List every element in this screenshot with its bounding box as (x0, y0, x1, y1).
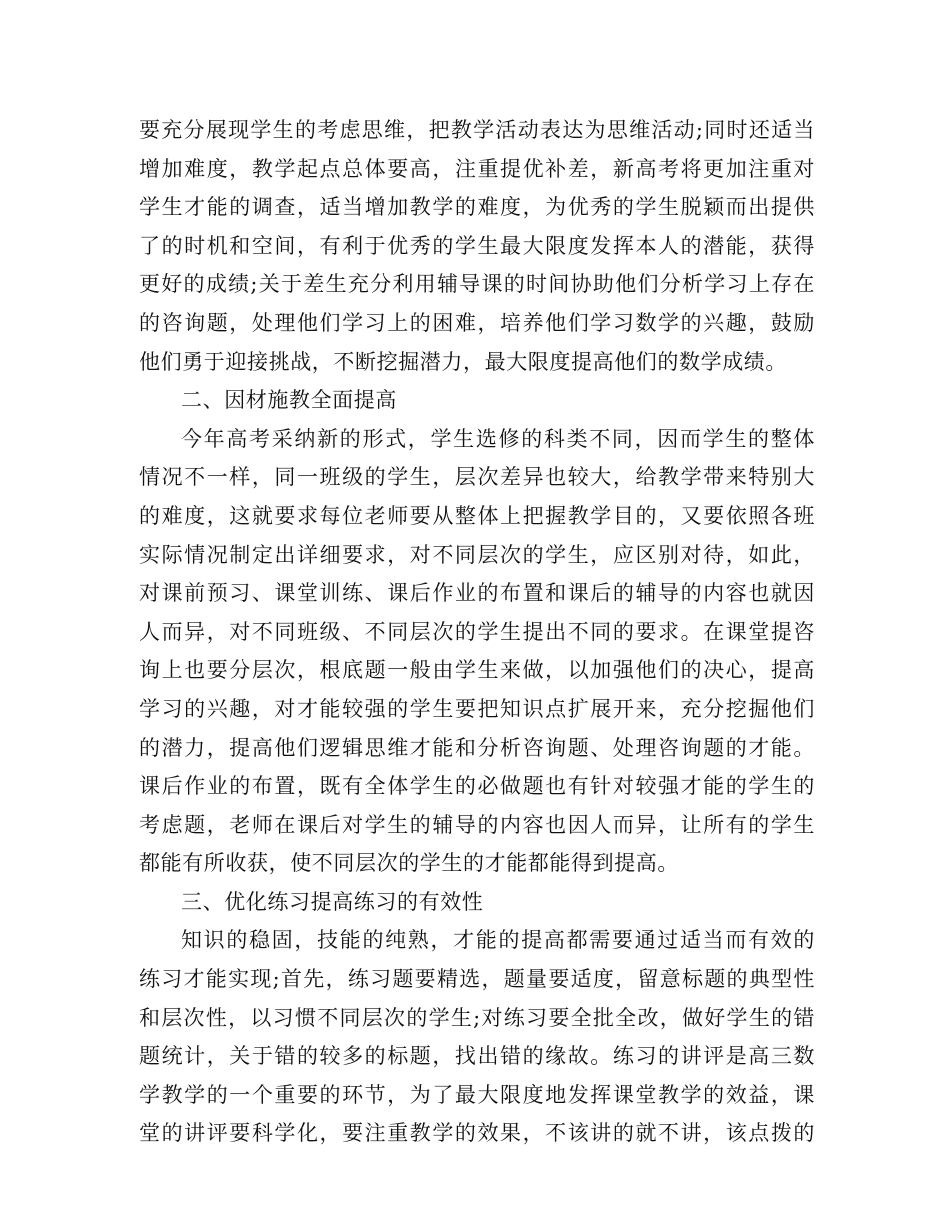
paragraph-1 (139, 111, 815, 381)
text-line: 询上也要分层次，根底题一般由学生来做，以加强他们的决心，提高 (139, 658, 815, 683)
text-line: 学教学的一个重要的环节，为了最大限度地发挥课堂教学的效益，课 (139, 1082, 815, 1107)
paragraph-3 (139, 921, 815, 1153)
text-line: 更好的成绩;关于差生充分利用辅导课的时间协助他们分析学习上存在 (139, 272, 815, 297)
text-line: 练习才能实现;首先，练习题要精选，题量要适度，留意标题的典型性 (139, 967, 815, 992)
text-line: 课后作业的布置，既有全体学生的必做题也有针对较强才能的学生的 (139, 774, 815, 799)
text-line: 考虑题，老师在课后对学生的辅导的内容也因人而异，让所有的学生 (139, 812, 815, 837)
text-line: 题统计，关于错的较多的标题，找出错的缘故。练习的讲评是高三数 (139, 1044, 815, 1069)
text-line: 的难度，这就要求每位老师要从整体上把握教学目的，又要依照各班 (139, 503, 815, 528)
text-line: 今年高考采纳新的形式，学生选修的科类不同，因而学生的整体 (181, 426, 815, 451)
section-heading: 三、优化练习提高练习的有效性 (181, 889, 484, 914)
text-line: 增加难度，教学起点总体要高，注重提优补差，新高考将更加注重对 (139, 156, 815, 181)
text-line: 学习的兴趣，对才能较强的学生要把知识点扩展开来，充分挖掘他们 (139, 696, 815, 721)
text-line: 都能有所收获，使不同层次的学生的才能都能得到提高。 (139, 851, 679, 876)
text-line: 和层次性，以习惯不同层次的学生;对练习要全批全改，做好学生的错 (139, 1005, 815, 1030)
text-line: 他们勇于迎接挑战，不断挖掘潜力，最大限度提高他们的数学成绩。 (139, 349, 787, 374)
text-line: 要充分展现学生的考虑思维，把教学活动表达为思维活动;同时还适当 (139, 118, 815, 142)
text-line: 实际情况制定出详细要求，对不同层次的学生，应区别对待，如此， (139, 542, 815, 567)
text-line: 人而异，对不同班级、不同层次的学生提出不同的要求。在课堂提咨 (139, 619, 815, 644)
text-line: 的潜力，提高他们逻辑思维才能和分析咨询题、处理咨询题的才能。 (139, 735, 815, 760)
paragraph-2 (139, 420, 815, 883)
text-line: 了的时机和空间，有利于优秀的学生最大限度发挥本人的潜能，获得 (139, 233, 815, 258)
text-line: 的咨询题，处理他们学习上的困难，培养他们学习数学的兴趣，鼓励 (139, 310, 815, 335)
text-line: 知识的稳固，技能的纯熟，才能的提高都需要通过适当而有效的 (181, 928, 815, 953)
text-line: 堂的讲评要科学化，要注重教学的效果，不该讲的就不讲，该点拨的 (139, 1121, 815, 1146)
document-body (139, 111, 815, 1153)
text-line: 情况不一样，同一班级的学生，层次差异也较大，给教学带来特别大 (139, 465, 815, 490)
text-line: 对课前预习、课堂训练、课后作业的布置和课后的辅导的内容也就因 (139, 581, 815, 606)
section-heading: 二、因材施教全面提高 (181, 388, 397, 413)
text-line: 学生才能的调查，适当增加教学的难度，为优秀的学生脱颖而出提供 (139, 195, 815, 220)
